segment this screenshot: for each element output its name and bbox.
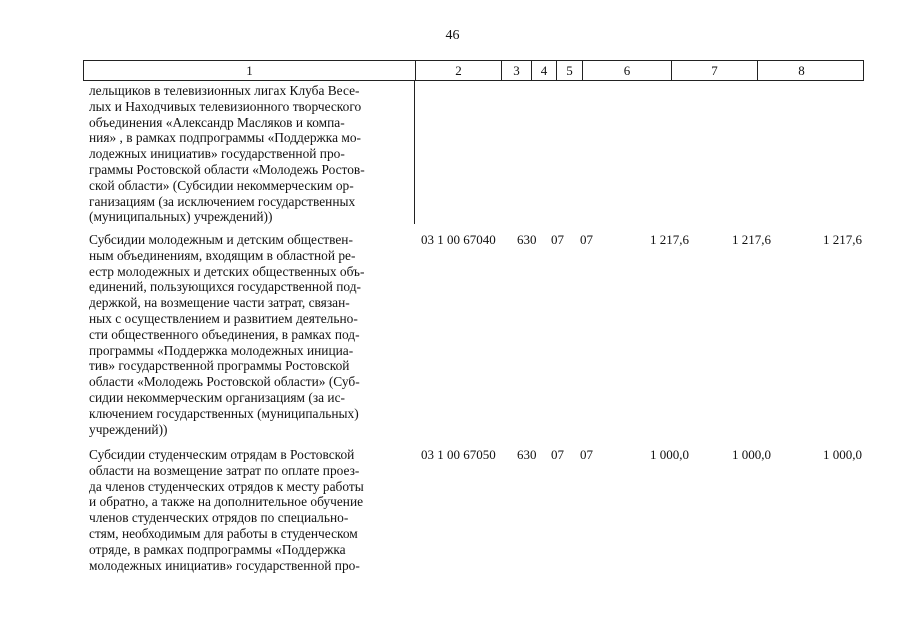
header-col-7: 7 — [672, 61, 758, 80]
text-line: объединения «Александр Масляков и компа- — [89, 114, 345, 130]
table-row-description — [89, 83, 407, 225]
table-cell-value-2018: 1 217,6 — [732, 232, 771, 247]
text-line: граммы Ростовской области «Молодежь Ростов- — [89, 161, 365, 177]
header-col-6: 6 — [583, 61, 672, 80]
table-cell-value-2019: 1 217,6 — [823, 232, 862, 247]
text-line: Субсидии молодежным и детским обществен- — [89, 232, 353, 247]
text-line: ным объединениям, входящим в областной ре- — [89, 247, 356, 263]
text-line: ганизациям (за исключением государственных — [89, 193, 356, 209]
table-row-description — [89, 232, 407, 437]
text-line: ской области» (Субсидии некоммерческим ор- — [89, 177, 354, 193]
table-cell-rz: 07 — [551, 232, 564, 247]
text-line: программы «Поддержка молодежных инициа- — [89, 342, 354, 358]
header-col-4: 4 — [532, 61, 557, 80]
text-line: держкой, на возмещение части затрат, связан- — [89, 295, 350, 311]
header-col-3: 3 — [502, 61, 532, 80]
table-cell-value-2017: 1 217,6 — [650, 232, 689, 247]
table-cell-pr: 07 — [580, 447, 593, 462]
header-col-2: 2 — [416, 61, 502, 80]
table-cell-vr: 630 — [517, 232, 537, 247]
text-line: сти общественного объединения, в рамках под- — [89, 326, 360, 342]
text-line: (муниципальных) учреждений)) — [89, 209, 273, 225]
header-col-8: 8 — [798, 63, 805, 78]
table-row-description — [89, 447, 407, 573]
page-number: 46 — [445, 28, 460, 43]
table-cell-value-2018: 1 000,0 — [732, 447, 771, 462]
text-line: лодежных инициатив» государственной про- — [89, 146, 345, 162]
header-col-5: 5 — [557, 61, 583, 80]
text-line: Субсидии студенческим отрядам в Ростовской — [89, 447, 355, 462]
text-line: области «Молодежь Ростовской области» (Суб- — [89, 374, 360, 390]
text-line: лых и Находчивых телевизионного творческого — [89, 98, 362, 114]
text-line: ния» , в рамках подпрограммы «Поддержка мо- — [89, 130, 361, 146]
table-cell-vr: 630 — [517, 447, 537, 462]
text-line: единений, пользующихся государственной под- — [89, 279, 361, 295]
text-line: членов студенческих отрядов по специально- — [89, 510, 349, 526]
header-col-1: 1 — [84, 61, 416, 80]
text-line: тив» государственной программы Ростовской — [89, 358, 350, 374]
text-line: ных с осуществлением и развитием деятельно- — [89, 310, 358, 326]
text-line: и обратно, а также на дополнительное обучение — [89, 494, 364, 510]
column-divider — [414, 81, 415, 224]
text-line: отряде, в рамках подпрограммы «Поддержка — [89, 541, 346, 557]
table-cell-value-2019: 1 000,0 — [823, 447, 862, 462]
table-cell-pr: 07 — [580, 232, 593, 247]
text-line: да членов студенческих отрядов к месту работы — [89, 478, 364, 494]
table-cell-value-2017: 1 000,0 — [650, 447, 689, 462]
table-cell-code: 03 1 00 67040 — [421, 232, 496, 247]
table-cell-rz: 07 — [551, 447, 564, 462]
text-line: естр молодежных и детских общественных объ- — [89, 263, 365, 279]
text-line: области на возмещение затрат по оплате проез- — [89, 462, 360, 478]
text-line: лельщиков в телевизионных лигах Клуба Весе- — [89, 83, 360, 98]
text-line: сидии некоммерческим организациям (за ис- — [89, 389, 345, 405]
table-cell-code: 03 1 00 67050 — [421, 447, 496, 462]
text-line: ключением государственных (муниципальных) — [89, 405, 359, 421]
text-line: стям, необходимым для работы в студенческом — [89, 525, 358, 541]
text-line: молодежных инициатив» государственной про- — [89, 557, 360, 573]
table-header — [83, 60, 864, 81]
text-line: учреждений)) — [89, 421, 168, 437]
